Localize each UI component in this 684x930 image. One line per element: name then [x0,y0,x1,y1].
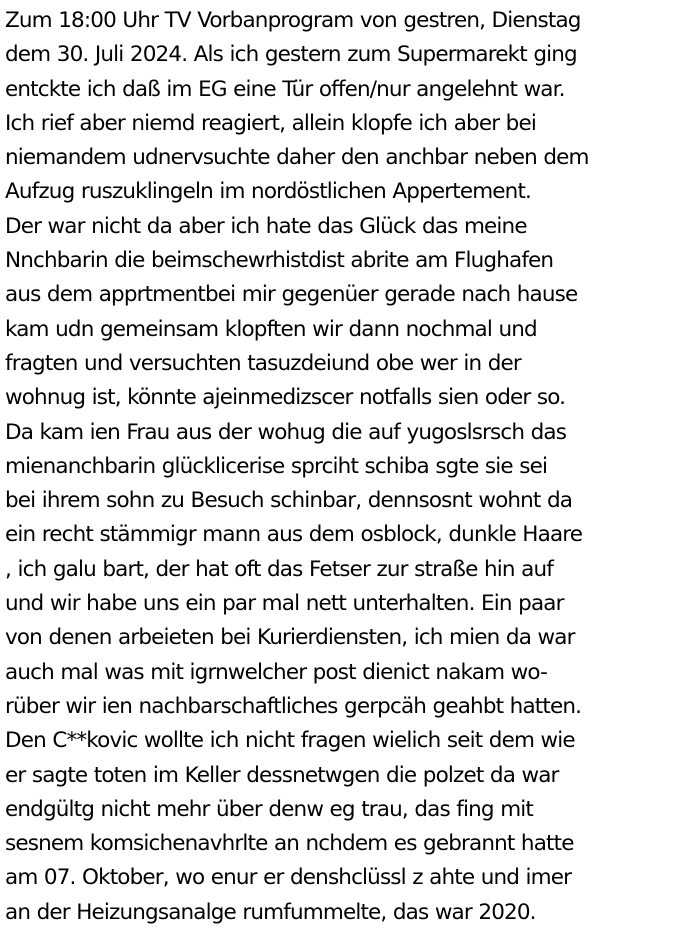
text-line: Da kam ien Frau aus der wohug die auf yugoslsrsch das [5,419,567,445]
text-line: ein recht stämmigr mann aus dem osblock, dunkle Haare [5,522,583,548]
text-line: , ich galu bart, der hat oft das Fetser zur straße hin auf [5,556,553,582]
text-line: auch mal was mit igrnwelcher post dienict nakam wo- [5,659,548,685]
text-line: endgültg nicht mehr über denw eg trau, das fing mit [5,796,533,822]
text-line: Der war nicht da aber ich hate das Glück das meine [5,213,527,239]
text-line: kam udn gemeinsam klopften wir dann nochmal und [5,316,537,342]
text-line: sesnem komsichenavhrlte an nchdem es gebrannt hatte [5,831,574,857]
text-line: er sagte toten im Keller dessnetwgen die polzet da war [5,762,559,788]
text-line: mienanchbarin glücklicerise sprciht schiba sgte sie sei [5,453,548,479]
text-line: Nnchbarin die beimschewrhistdist abrite am Flughafen [5,248,554,274]
text-line: Ich rief aber niemd reagiert, allein klopfe ich aber bei [5,110,536,136]
text-line: und wir habe uns ein par mal nett unterhalten. Ein paar [5,591,564,617]
text-line: Den C**kovic wollte ich nicht fragen wielich seit dem wie [5,728,575,754]
text-line: bei ihrem sohn zu Besuch schinbar, dennsosnt wohnt da [5,488,573,514]
text-line: Zum 18:00 Uhr TV Vorbanprogram von gestren, Dienstag [5,8,581,33]
text-block [5,4,684,930]
text-line: von denen arbeieten bei Kurierdiensten, ich mien da war [5,625,575,651]
text-line: dem 30. Juli 2024. Als ich gestern zum Supermarekt ging [5,42,577,68]
text-line: am 07. Oktober, wo enur er denshclüssl z ahte und imer [5,865,572,891]
text-line: Aufzug ruszuklingeln im nordöstlichen Appertement. [5,179,532,205]
text-line: entckte ich daß im EG eine Tür offen/nur angelehnt war. [5,76,565,102]
text-line: wohnug ist, könnte ajeinmedizscer notfalls sien oder so. [5,385,566,411]
text-line: niemandem udnervsuchte daher den anchbar neben dem [5,145,589,171]
text-line: fragten und versuchten tasuzdeiund obe wer in der [5,350,521,376]
text-line: an der Heizungsanalge rumfummelte, das war 2020. [5,899,536,925]
text-line: rüber wir ien nachbarschaftliches gerpcäh geahbt hatten. [5,693,582,719]
text-line: aus dem apprtmentbei mir gegenüer gerade nach hause [5,282,578,308]
